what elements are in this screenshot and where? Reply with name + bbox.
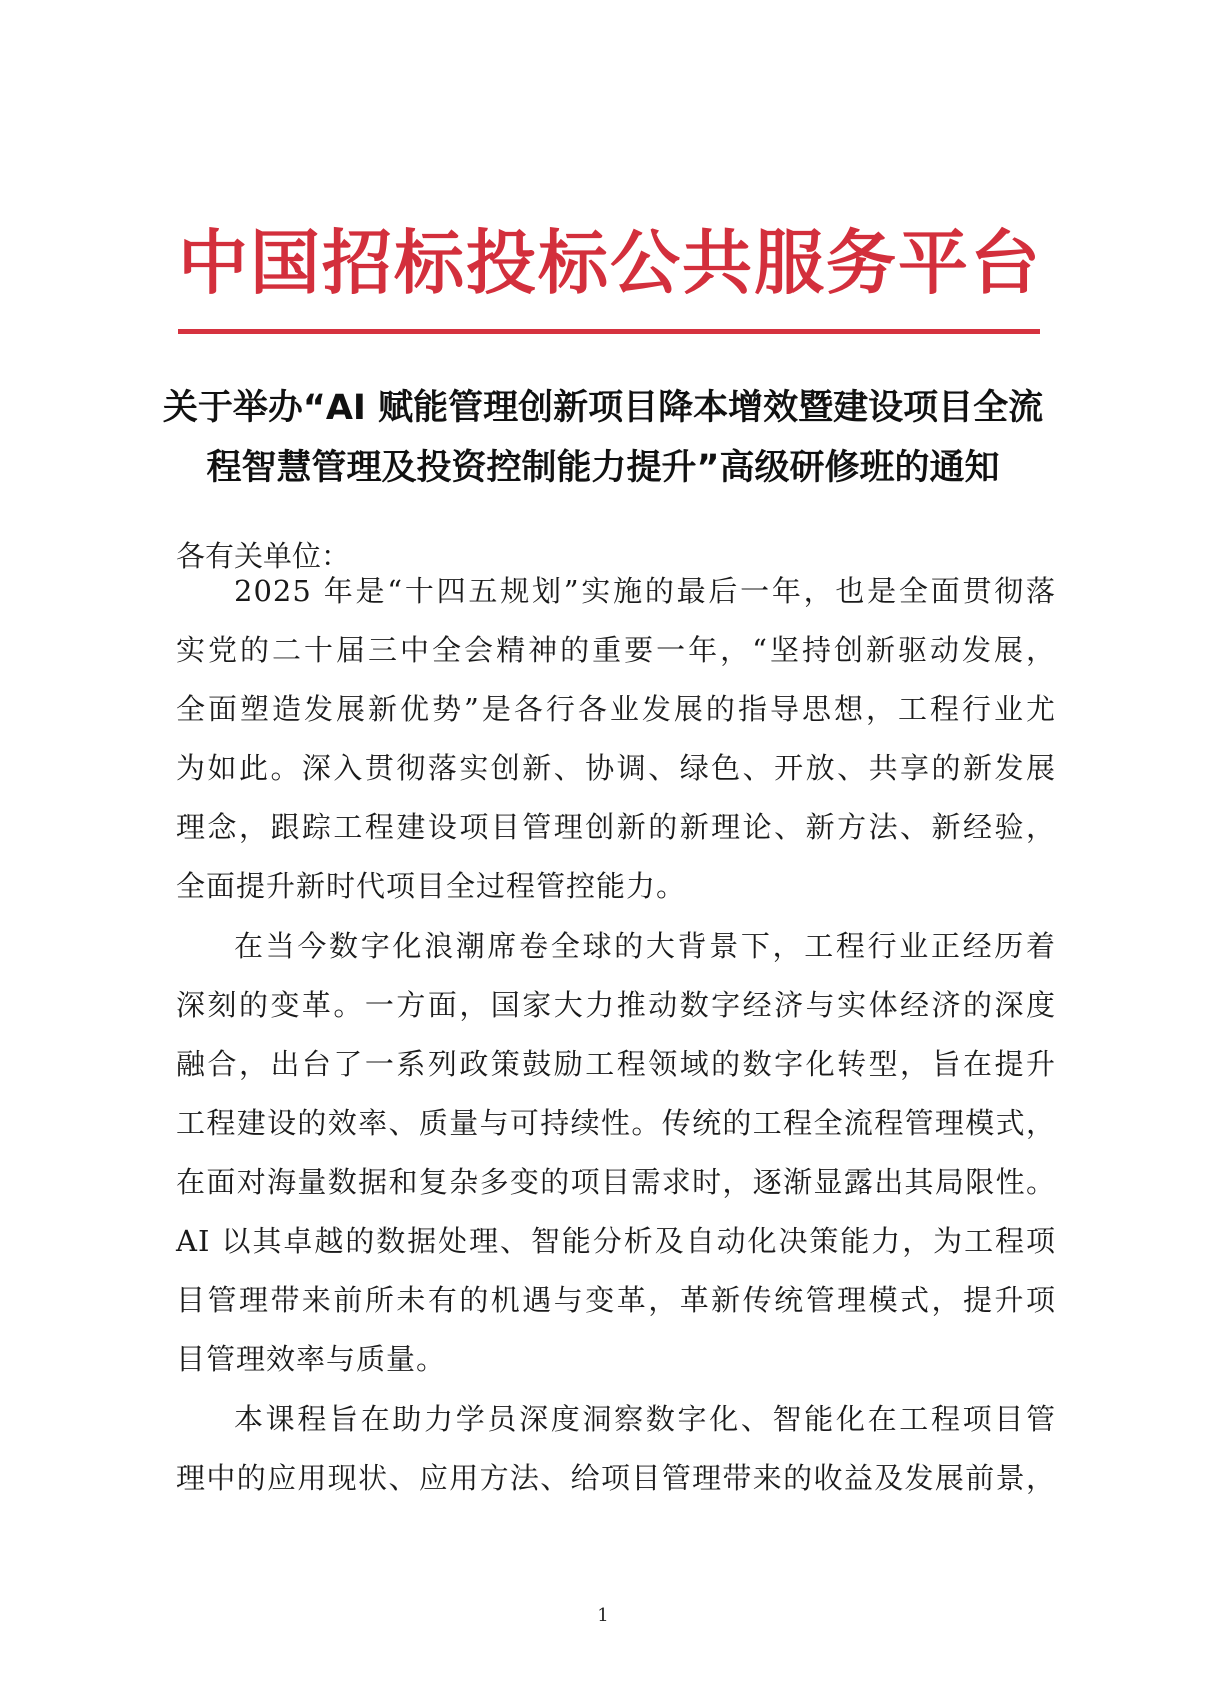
page-number: 1 — [597, 1605, 609, 1626]
paragraph-line: AI 以其卓越的数据处理、智能分析及自动化决策能力，为工程项 — [176, 1224, 1056, 1258]
paragraph-line: 工程建设的效率、质量与可持续性。传统的工程全流程管理模式， — [176, 1106, 1056, 1140]
paragraph-line: 在面对海量数据和复杂多变的项目需求时，逐渐显露出其局限性。 — [176, 1165, 1056, 1199]
letterhead-org-name: 中国招标投标公共服务平台 — [178, 222, 1042, 304]
salutation: 各有关单位： — [176, 539, 351, 573]
paragraph-line: 目管理带来前所未有的机遇与变革，革新传统管理模式，提升项 — [176, 1283, 1056, 1317]
body-paragraph-3 — [176, 1390, 1056, 1508]
paragraph-line: 理中的应用现状、应用方法、给项目管理带来的收益及发展前景， — [176, 1461, 1056, 1495]
document-title-line: 关于举办“AI 赋能管理创新项目降本增效暨建设项目全流 — [162, 388, 1044, 428]
paragraph-line: 为如此。深入贯彻落实创新、协调、绿色、开放、共享的新发展 — [176, 751, 1056, 785]
paragraph-line: 融合，出台了一系列政策鼓励工程领域的数字化转型，旨在提升 — [176, 1047, 1056, 1081]
paragraph-line: 实党的二十届三中全会精神的重要一年，“坚持创新驱动发展， — [176, 633, 1056, 667]
paragraph-line: 本课程旨在助力学员深度洞察数字化、智能化在工程项目管 — [234, 1402, 1056, 1436]
document-title — [150, 378, 1056, 498]
body-paragraph-2 — [176, 917, 1056, 1389]
letterhead-red-rule — [178, 329, 1040, 334]
paragraph-line: 全面塑造发展新优势”是各行各业发展的指导思想，工程行业尤 — [176, 692, 1056, 726]
paragraph-line: 全面提升新时代项目全过程管控能力。 — [176, 869, 687, 903]
body-paragraph-1 — [176, 562, 1056, 916]
paragraph-line: 目管理效率与质量。 — [176, 1342, 447, 1376]
paragraph-line: 理念，跟踪工程建设项目管理创新的新理论、新方法、新经验， — [176, 810, 1056, 844]
paragraph-line: 在当今数字化浪潮席卷全球的大背景下，工程行业正经历着 — [234, 929, 1056, 963]
paragraph-line: 2025 年是“十四五规划”实施的最后一年，也是全面贯彻落 — [234, 574, 1056, 608]
paragraph-line: 深刻的变革。一方面，国家大力推动数字经济与实体经济的深度 — [176, 988, 1056, 1022]
document-title-line: 程智慧管理及投资控制能力提升”高级研修班的通知 — [206, 448, 1000, 488]
